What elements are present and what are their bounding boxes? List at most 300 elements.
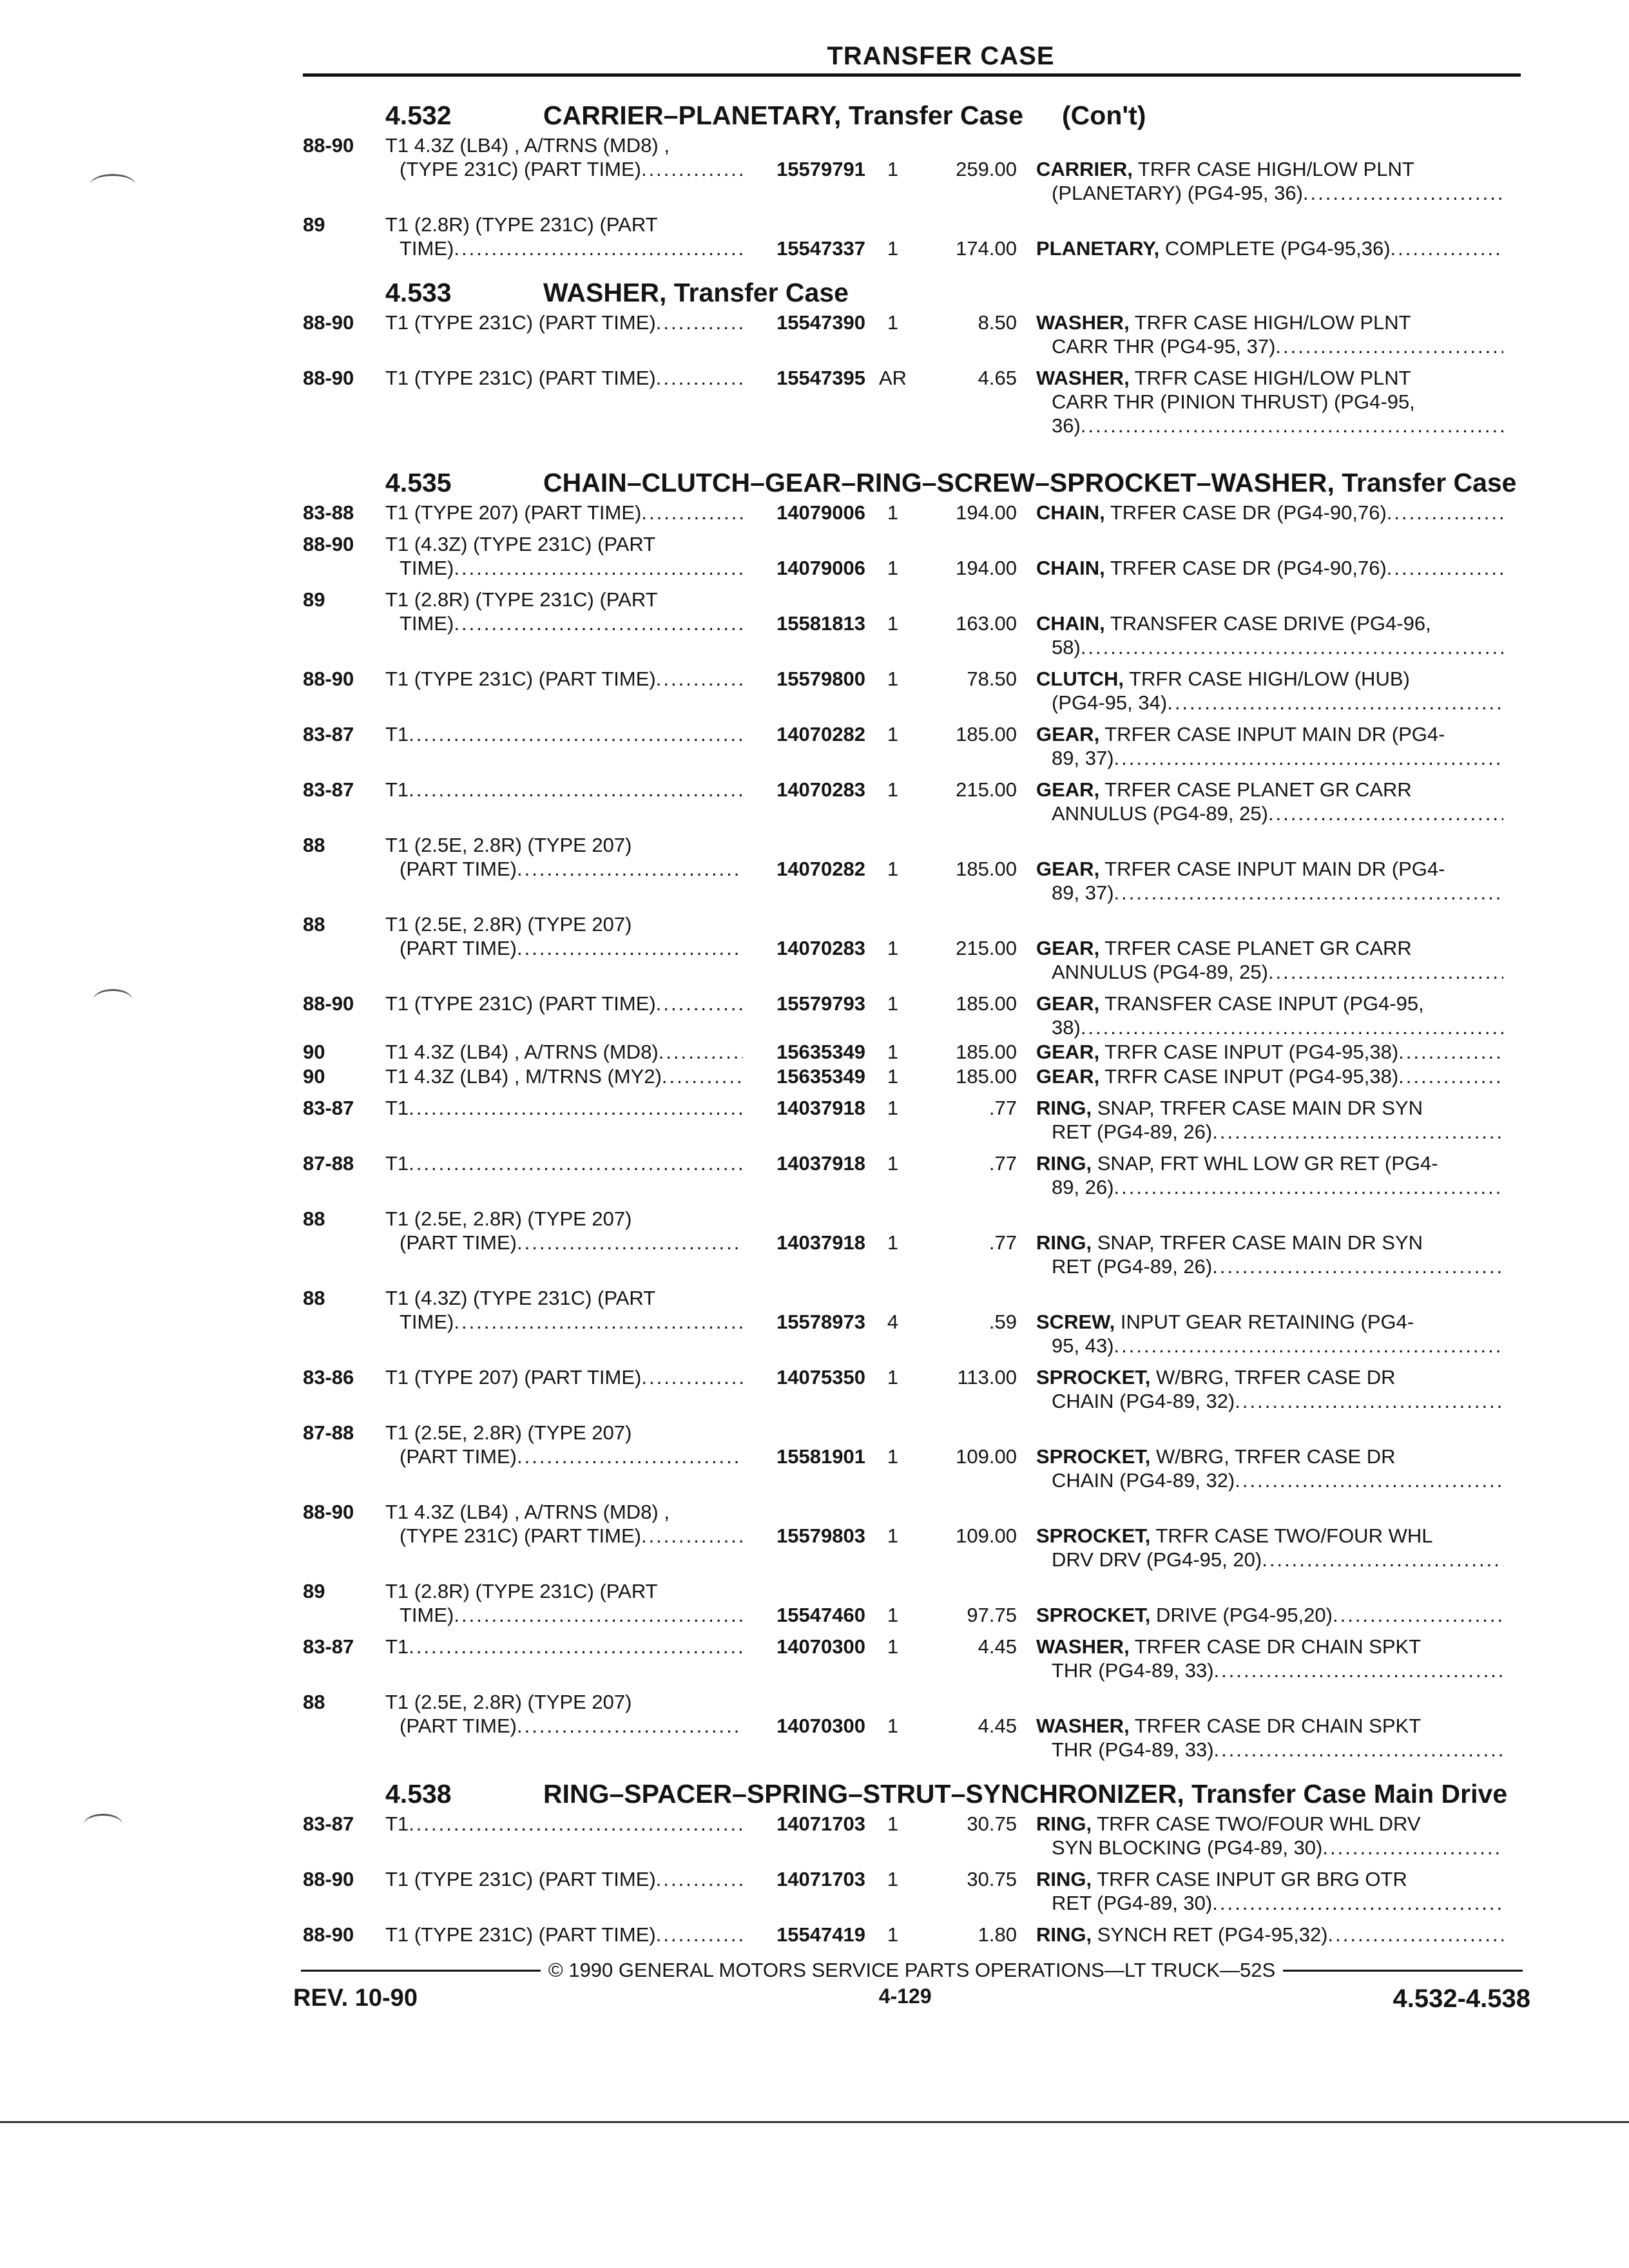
- price: 185.00: [956, 858, 1017, 880]
- leader-dots: [1322, 1836, 1503, 1860]
- description: [1036, 667, 1503, 715]
- description-text: TRFR CASE TWO/FOUR WHL: [1155, 1524, 1433, 1547]
- application: [385, 588, 743, 635]
- description-text: TRFER CASE PLANET GR CARR: [1104, 778, 1412, 801]
- description-first: [1036, 1365, 1396, 1389]
- description: [1036, 992, 1503, 1039]
- description: [1036, 1714, 1503, 1762]
- leader-dots: [1214, 1738, 1503, 1762]
- price: 30.75: [967, 1812, 1017, 1835]
- description-line: [1036, 1151, 1503, 1175]
- description-text: 36): [1052, 414, 1081, 437]
- application: [385, 1500, 743, 1548]
- application-line: T1 (2.8R) (TYPE 231C) (PART: [385, 588, 658, 611]
- description-text: TRFER CASE DR CHAIN SPKT: [1134, 1715, 1422, 1737]
- application-line: [385, 1524, 743, 1548]
- leader-dots: [409, 722, 743, 746]
- part-number: 14070282: [776, 858, 865, 880]
- part-name: GEAR,: [1036, 1041, 1100, 1063]
- parts-row: [303, 1421, 1527, 1492]
- leader-dots: [1081, 1015, 1503, 1039]
- footer-rule-left: [301, 1970, 541, 1972]
- description: [1036, 857, 1503, 905]
- part-number: 15578973: [776, 1311, 865, 1333]
- part-columns: [743, 992, 1503, 1039]
- part-name: SPROCKET,: [1036, 1366, 1151, 1389]
- model-year: 90: [303, 1041, 325, 1063]
- leader-dots: [1387, 501, 1503, 524]
- part-number: 15581813: [776, 612, 865, 635]
- part-columns: [743, 1096, 1503, 1144]
- leader-dots: [1114, 1175, 1503, 1199]
- leader-dots: [517, 857, 743, 881]
- price: 174.00: [956, 237, 1017, 260]
- description-first: [1036, 1812, 1421, 1836]
- part-number: 14070282: [776, 723, 865, 745]
- description-text: 95, 43): [1052, 1334, 1114, 1357]
- description-text: 89, 37): [1052, 747, 1114, 769]
- leader-dots: [656, 311, 743, 334]
- part-name: WASHER,: [1036, 1715, 1130, 1737]
- parts-row: [303, 311, 1527, 358]
- page-number: 4-129: [878, 1984, 932, 2008]
- application-text: TIME): [400, 237, 454, 260]
- application-line: [385, 1923, 743, 1946]
- price: 194.00: [956, 557, 1017, 579]
- price: .59: [988, 1311, 1017, 1333]
- application-text: (PART TIME): [400, 1715, 517, 1737]
- part-columns: [743, 1714, 1503, 1762]
- part-name: CHAIN,: [1036, 612, 1105, 635]
- quantity: 1: [887, 1868, 899, 1890]
- price: 4.45: [978, 1715, 1017, 1737]
- quantity: 4: [887, 1311, 899, 1333]
- application-line: T1 (4.3Z) (TYPE 231C) (PART: [385, 1287, 656, 1309]
- application-line: [385, 667, 743, 691]
- parts-row: [303, 667, 1527, 715]
- quantity: 1: [887, 1366, 899, 1389]
- description-text: COMPLETE (PG4-95,36): [1164, 237, 1391, 260]
- description-line: [1036, 1310, 1503, 1334]
- part-columns: [743, 1603, 1503, 1627]
- part-columns: [743, 1635, 1503, 1682]
- description-text: CHAIN (PG4-89, 32): [1052, 1390, 1235, 1412]
- description-line: [1036, 746, 1503, 770]
- leader-dots: [1328, 1923, 1503, 1946]
- quantity: 1: [887, 937, 899, 959]
- part-name: SPROCKET,: [1036, 1604, 1151, 1626]
- application: [385, 1421, 743, 1468]
- part-number: 14070300: [776, 1715, 865, 1737]
- description-first: [1036, 1714, 1421, 1738]
- quantity: 1: [887, 778, 899, 801]
- part-number: 14037918: [776, 1097, 865, 1119]
- description-line: [1036, 1812, 1503, 1836]
- leader-dots: [409, 1151, 743, 1175]
- section-title-text: CARRIER–PLANETARY, Transfer Case: [543, 101, 1024, 130]
- leader-dots: [1212, 1254, 1503, 1278]
- quantity: 1: [887, 501, 899, 524]
- description-first: [1036, 1096, 1423, 1120]
- leader-dots: [1391, 236, 1503, 260]
- description-text: THR (PG4-89, 33): [1052, 1738, 1214, 1761]
- parts-row: [303, 1690, 1527, 1762]
- description-text: SYN BLOCKING (PG4-89, 30): [1052, 1836, 1323, 1859]
- part-name: WASHER,: [1036, 1635, 1130, 1658]
- application-line: [385, 1812, 743, 1836]
- part-name: RING,: [1036, 1231, 1092, 1254]
- description-line: [1036, 1468, 1503, 1492]
- quantity: 1: [887, 1041, 899, 1063]
- description-line: [1036, 1923, 1503, 1946]
- description-text: TRFER CASE DR (PG4-90,76): [1110, 501, 1387, 524]
- section-title: [543, 101, 1527, 130]
- application: [385, 1207, 743, 1254]
- description-first: [1036, 1310, 1414, 1334]
- part-number: 14071703: [776, 1812, 865, 1835]
- application: [385, 311, 743, 334]
- model-year: 88: [303, 834, 325, 856]
- part-columns: [743, 311, 1503, 358]
- description-text: TRFR CASE INPUT (PG4-95,38): [1104, 1065, 1399, 1088]
- part-number: 15579791: [776, 158, 865, 180]
- quantity: 1: [887, 237, 899, 260]
- part-columns: [743, 667, 1503, 715]
- application-line: [385, 992, 743, 1015]
- description-text: RET (PG4-89, 26): [1052, 1120, 1213, 1143]
- part-number: 15579800: [776, 668, 865, 690]
- section-number: 4.533: [385, 278, 452, 307]
- part-number: 14071703: [776, 1868, 865, 1890]
- application-line: [385, 611, 743, 635]
- application-text: T1 (TYPE 231C) (PART TIME): [385, 311, 656, 334]
- scan-mark: [93, 989, 132, 1010]
- quantity: 1: [887, 858, 899, 880]
- quantity: 1: [887, 1715, 899, 1737]
- part-number: 15635349: [776, 1041, 865, 1063]
- description-line: [1036, 1015, 1503, 1039]
- part-name: CHAIN,: [1036, 557, 1105, 579]
- description-first: [1036, 1923, 1328, 1946]
- application-text: TIME): [400, 612, 454, 635]
- application: [385, 1635, 743, 1658]
- parts-row: [303, 833, 1527, 905]
- parts-row: [303, 1579, 1527, 1627]
- model-year: 88-90: [303, 1868, 354, 1890]
- section-continued: (Con't): [1062, 101, 1146, 130]
- part-columns: [743, 611, 1503, 659]
- description: [1036, 1310, 1503, 1358]
- part-name: WASHER,: [1036, 367, 1130, 389]
- application-text: T1 (TYPE 231C) (PART TIME): [385, 668, 656, 690]
- application-line: T1 4.3Z (LB4) , A/TRNS (MD8) ,: [385, 1501, 670, 1523]
- description-text: TRFR CASE HIGH/LOW PLNT: [1134, 367, 1411, 389]
- application: [385, 1064, 743, 1088]
- description-first: [1036, 1231, 1423, 1254]
- application-line: [385, 366, 743, 390]
- parts-row: [303, 992, 1527, 1039]
- price: 4.45: [978, 1635, 1017, 1658]
- quantity: 1: [887, 1812, 899, 1835]
- model-year: 88: [303, 913, 325, 936]
- part-name: GEAR,: [1036, 778, 1100, 801]
- description-line: [1036, 936, 1503, 960]
- description-line: [1036, 691, 1503, 715]
- description-text: W/BRG, TRFER CASE DR: [1156, 1445, 1396, 1468]
- application: [385, 366, 743, 390]
- description-line: [1036, 1603, 1503, 1627]
- application-line: T1 (2.8R) (TYPE 231C) (PART: [385, 213, 658, 236]
- application-line: T1 (2.5E, 2.8R) (TYPE 207): [385, 913, 632, 936]
- application-line: T1 (2.8R) (TYPE 231C) (PART: [385, 1580, 658, 1602]
- description-first: [1036, 556, 1387, 580]
- part-columns: [743, 1524, 1503, 1571]
- leader-dots: [641, 157, 743, 181]
- part-name: GEAR,: [1036, 723, 1100, 745]
- parts-row: [303, 1500, 1527, 1571]
- section-heading: [303, 468, 1527, 498]
- section-range: 4.532-4.538: [1393, 1984, 1530, 2013]
- description-first: [1036, 366, 1411, 390]
- quantity: 1: [887, 1604, 899, 1626]
- parts-row: [303, 366, 1527, 437]
- description-line: [1036, 1231, 1503, 1254]
- leader-dots: [1387, 556, 1503, 580]
- description-line: [1036, 722, 1503, 746]
- description-line: [1036, 366, 1503, 390]
- application-text: T1: [385, 1812, 409, 1835]
- description: [1036, 1635, 1503, 1682]
- parts-listing: [303, 95, 1527, 1947]
- description: [1036, 1524, 1503, 1571]
- price: 1.80: [978, 1923, 1017, 1946]
- description-line: [1036, 1524, 1503, 1548]
- application-line: [385, 1365, 743, 1389]
- description-text: 58): [1052, 636, 1081, 658]
- application-line: T1 (4.3Z) (TYPE 231C) (PART: [385, 533, 656, 555]
- description: [1036, 1812, 1503, 1860]
- description-first: [1036, 311, 1411, 334]
- description-first: [1036, 1635, 1421, 1658]
- application-line: [385, 1151, 743, 1175]
- price: 30.75: [967, 1868, 1017, 1890]
- part-columns: [743, 936, 1503, 984]
- description-text: SNAP, FRT WHL LOW GR RET (PG4-: [1097, 1152, 1438, 1175]
- part-columns: [743, 1040, 1503, 1064]
- application-line: [385, 1445, 743, 1468]
- description: [1036, 1445, 1503, 1492]
- quantity: 1: [887, 1231, 899, 1254]
- application-line: [385, 1310, 743, 1334]
- leader-dots: [1275, 334, 1503, 358]
- description-text: SNAP, TRFER CASE MAIN DR SYN: [1097, 1097, 1423, 1119]
- price: .77: [988, 1097, 1017, 1119]
- description-line: [1036, 181, 1503, 205]
- description-text: INPUT GEAR RETAINING (PG4-: [1120, 1311, 1414, 1333]
- description-line: [1036, 414, 1503, 437]
- scan-mark: [90, 174, 135, 195]
- application-text: T1: [385, 1097, 409, 1119]
- description-line: [1036, 1389, 1503, 1413]
- description: [1036, 722, 1503, 770]
- quantity: 1: [887, 723, 899, 745]
- description-text: TRFR CASE TWO/FOUR WHL DRV: [1097, 1812, 1421, 1835]
- description-text: TRFER CASE INPUT MAIN DR (PG4-: [1104, 858, 1445, 880]
- section-number: 4.538: [385, 1779, 452, 1809]
- description-line: [1036, 157, 1503, 181]
- leader-dots: [1268, 802, 1503, 825]
- description-text: (PG4-95, 34): [1052, 691, 1168, 714]
- part-number: 15547419: [776, 1923, 865, 1946]
- description-line: [1036, 1836, 1503, 1860]
- application: [385, 532, 743, 580]
- application-text: T1 4.3Z (LB4) , M/TRNS (MY2): [385, 1065, 662, 1088]
- leader-dots: [1398, 1040, 1503, 1064]
- part-name: CLUTCH,: [1036, 668, 1124, 690]
- quantity: 1: [887, 557, 899, 579]
- description-text: RET (PG4-89, 26): [1052, 1255, 1213, 1278]
- application-line: T1 (2.5E, 2.8R) (TYPE 207): [385, 1421, 632, 1444]
- part-number: 14037918: [776, 1231, 865, 1254]
- leader-dots: [1333, 1603, 1503, 1627]
- section-title-text: CHAIN–CLUTCH–GEAR–RING–SCREW–SPROCKET–WASHER, Transfer Case: [543, 468, 1517, 497]
- description-first: [1036, 722, 1445, 746]
- model-year: 88: [303, 1207, 325, 1230]
- application-text: TIME): [400, 557, 454, 579]
- parts-row: [303, 588, 1527, 659]
- application-text: T1 (TYPE 207) (PART TIME): [385, 501, 642, 524]
- scan-bottom-rule: [0, 2121, 1629, 2123]
- footer-copyright: © 1990 GENERAL MOTORS SERVICE PARTS OPERATIONS—LT TRUCK—52S: [548, 1959, 1276, 1981]
- scan-mark: [84, 1814, 122, 1835]
- part-name: RING,: [1036, 1923, 1092, 1946]
- quantity: 1: [887, 1065, 899, 1088]
- description-line: [1036, 1040, 1503, 1064]
- model-year: 88-90: [303, 1501, 354, 1523]
- price: 194.00: [956, 501, 1017, 524]
- revision-label: REV. 10-90: [293, 1984, 418, 2012]
- model-year: 87-88: [303, 1421, 354, 1444]
- part-name: SCREW,: [1036, 1311, 1115, 1333]
- quantity: 1: [887, 1635, 899, 1658]
- description-first: [1036, 1040, 1398, 1064]
- parts-row: [303, 532, 1527, 580]
- part-columns: [743, 1923, 1503, 1946]
- parts-row: [303, 1812, 1527, 1860]
- price: 215.00: [956, 778, 1017, 801]
- part-number: 15581901: [776, 1445, 865, 1468]
- description-line: [1036, 236, 1503, 260]
- leader-dots: [454, 236, 743, 260]
- quantity: AR: [878, 367, 907, 389]
- description-line: [1036, 1254, 1503, 1278]
- application-text: TIME): [400, 1311, 454, 1333]
- part-number: 14070300: [776, 1635, 865, 1658]
- description-text: 89, 26): [1052, 1176, 1114, 1198]
- description: [1036, 157, 1503, 205]
- model-year: 89: [303, 213, 325, 236]
- application-line: [385, 857, 743, 881]
- description-first: [1036, 236, 1391, 260]
- application: [385, 1040, 743, 1064]
- description-first: [1036, 992, 1424, 1015]
- parts-row: [303, 1286, 1527, 1358]
- application-text: (PART TIME): [400, 1231, 517, 1254]
- application-line: [385, 556, 743, 580]
- section-heading: [303, 101, 1527, 131]
- leader-dots: [656, 667, 743, 691]
- part-name: RING,: [1036, 1868, 1092, 1890]
- model-year: 88-90: [303, 668, 354, 690]
- description-line: [1036, 881, 1503, 905]
- description: [1036, 1231, 1503, 1278]
- description-text: TRFER CASE PLANET GR CARR: [1104, 937, 1412, 959]
- part-columns: [743, 857, 1503, 905]
- part-number: 15547460: [776, 1604, 865, 1626]
- model-year: 88-90: [303, 311, 354, 334]
- part-name: PLANETARY,: [1036, 237, 1160, 260]
- description-text: CARR THR (PINION THRUST) (PG4-95,: [1052, 390, 1415, 413]
- leader-dots: [641, 1524, 743, 1548]
- leader-dots: [517, 1714, 743, 1738]
- leader-dots: [1114, 881, 1503, 905]
- model-year: 89: [303, 1580, 325, 1602]
- parts-row: [303, 1096, 1527, 1144]
- leader-dots: [409, 1635, 743, 1658]
- description-line: [1036, 1635, 1503, 1658]
- application-line: [385, 1040, 743, 1064]
- description-first: [1036, 1445, 1396, 1468]
- application-line: [385, 311, 743, 334]
- parts-row: [303, 133, 1527, 205]
- application-text: (TYPE 231C) (PART TIME): [400, 158, 641, 180]
- part-columns: [743, 1365, 1503, 1413]
- application-text: TIME): [400, 1604, 454, 1626]
- application-text: (TYPE 231C) (PART TIME): [400, 1524, 641, 1547]
- description-line: [1036, 1064, 1503, 1088]
- description: [1036, 236, 1503, 260]
- application: [385, 667, 743, 691]
- description-text: TRFER CASE INPUT MAIN DR (PG4-: [1104, 723, 1445, 745]
- description-line: [1036, 1096, 1503, 1120]
- price: .77: [988, 1152, 1017, 1175]
- description-text: TRFR CASE HIGH/LOW (HUB): [1129, 668, 1410, 690]
- leader-dots: [517, 936, 743, 960]
- model-year: 83-87: [303, 778, 354, 801]
- description-text: TRFR CASE INPUT (PG4-95,38): [1104, 1041, 1399, 1063]
- quantity: 1: [887, 1097, 899, 1119]
- description-text: DRV DRV (PG4-95, 20): [1052, 1548, 1262, 1571]
- description-text: TRFR CASE HIGH/LOW PLNT: [1137, 158, 1414, 180]
- quantity: 1: [887, 992, 899, 1015]
- application-line: [385, 936, 743, 960]
- section-heading: [303, 1779, 1527, 1809]
- part-columns: [743, 157, 1503, 205]
- application: [385, 213, 743, 260]
- description: [1036, 1603, 1503, 1627]
- quantity: 1: [887, 158, 899, 180]
- application: [385, 1812, 743, 1836]
- part-columns: [743, 1445, 1503, 1492]
- description: [1036, 778, 1503, 825]
- description: [1036, 611, 1503, 659]
- price: .77: [988, 1231, 1017, 1254]
- leader-dots: [454, 1310, 743, 1334]
- part-number: 15547390: [776, 311, 865, 334]
- description-text: RET (PG4-89, 30): [1052, 1892, 1213, 1914]
- application-line: [385, 1064, 743, 1088]
- description-text: ANNULUS (PG4-89, 25): [1052, 802, 1268, 825]
